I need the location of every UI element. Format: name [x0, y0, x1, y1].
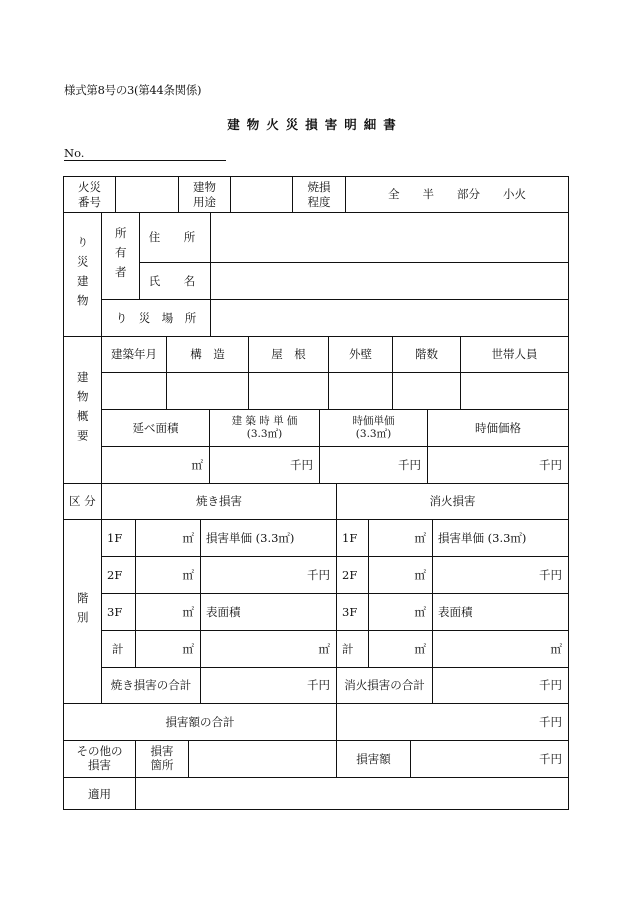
total-floor-area-label: 延べ面積 [132, 420, 179, 435]
burn-sum-label: 焼き損害の合計 [110, 678, 192, 693]
ext-unit-loss-label: 損害単価 (3.3㎡) [438, 530, 527, 545]
name-label: 氏 名 [148, 273, 202, 288]
building-overview-label: 建物概要 [75, 371, 90, 449]
current-unit-price-field[interactable]: 千円 [398, 457, 421, 472]
burn-degree-label: 焼損 程度 [307, 180, 331, 209]
owner-label: 所有者 [113, 226, 128, 286]
ext-sum-label: 消火損害の合計 [344, 678, 425, 693]
number-label: No. [64, 146, 85, 160]
structure-label: 構 造 [190, 347, 225, 362]
address-label: 住 所 [148, 230, 202, 245]
damage-total-label: 損害額の合計 [165, 714, 235, 729]
fire-number-field[interactable] [116, 177, 178, 212]
burn-surface-area-field[interactable]: ㎡ [318, 641, 330, 656]
extinguish-damage-header: 消火損害 [429, 494, 476, 509]
current-value-label: 時価価格 [475, 420, 521, 435]
burn-3f-area-field[interactable]: ㎡ [182, 604, 194, 619]
structure-field[interactable] [167, 373, 248, 409]
damage-amount-field[interactable]: 千円 [539, 751, 562, 766]
construction-year-field[interactable] [102, 373, 166, 409]
household-field[interactable] [461, 373, 568, 409]
total-floor-area-field[interactable]: ㎡ [191, 457, 203, 472]
burn-surface-area-label: 表面積 [206, 604, 241, 619]
ext-sum-field[interactable]: 千円 [539, 678, 562, 693]
current-value-field[interactable]: 千円 [539, 457, 562, 472]
building-use-field[interactable] [231, 177, 292, 212]
form-number: 様式第8号の3(第44条関係) [64, 83, 202, 97]
burn-damage-header: 焼き損害 [196, 494, 242, 509]
form-title: 建物火災損害明細書 [227, 117, 403, 132]
name-field[interactable] [211, 263, 568, 299]
ext-3f-area-field[interactable]: ㎡ [414, 604, 426, 619]
ext-2f-label: 2F [342, 567, 358, 582]
ext-1f-area-field[interactable]: ㎡ [414, 530, 426, 545]
ext-surface-area-label: 表面積 [438, 604, 473, 619]
per-floor-label: 階別 [75, 592, 90, 631]
burn-2f-label: 2F [107, 567, 123, 582]
fire-place-field[interactable] [211, 300, 568, 336]
ext-2f-area-field[interactable]: ㎡ [414, 567, 426, 582]
burn-total-label: 計 [112, 641, 124, 656]
burn-1f-label: 1F [107, 530, 123, 545]
exterior-wall-label: 外壁 [349, 347, 372, 362]
remarks-field[interactable] [136, 778, 568, 810]
exterior-wall-field[interactable] [329, 373, 392, 409]
division-label: 区 分 [69, 494, 96, 509]
ext-unit-loss-field[interactable]: 千円 [539, 567, 562, 582]
burn-1f-area-field[interactable]: ㎡ [182, 530, 194, 545]
roof-label: 屋 根 [271, 347, 306, 362]
fire-place-label: り 災 場 所 [115, 310, 197, 325]
other-damage-label: その他の 損害 [76, 744, 123, 772]
damage-amount-label: 損害額 [356, 751, 391, 766]
current-unit-price-label: 時価単価 (3.3㎡) [352, 414, 395, 440]
building-use-label: 建物 用途 [193, 180, 216, 209]
fire-number-label: 火災 番号 [78, 180, 101, 209]
damage-place-field[interactable] [189, 741, 336, 777]
ext-total-label: 計 [342, 641, 354, 656]
burn-3f-label: 3F [107, 604, 123, 619]
burn-2f-area-field[interactable]: ㎡ [182, 567, 194, 582]
floor-count-field[interactable] [393, 373, 460, 409]
burn-unit-loss-label: 損害単価 (3.3㎡) [206, 530, 295, 545]
construction-unit-price-field[interactable]: 千円 [290, 457, 313, 472]
burn-total-area-field[interactable]: ㎡ [182, 641, 194, 656]
construction-year-label: 建築年月 [111, 347, 157, 362]
ext-1f-label: 1F [342, 530, 358, 545]
roof-field[interactable] [249, 373, 328, 409]
burn-unit-loss-field[interactable]: 千円 [307, 567, 330, 582]
damage-total-field[interactable]: 千円 [539, 714, 562, 729]
remarks-label: 適用 [88, 786, 111, 801]
ext-3f-label: 3F [342, 604, 358, 619]
burn-degree-options[interactable]: 全 半 部分 小火 [388, 187, 526, 202]
burn-sum-field[interactable]: 千円 [307, 678, 330, 693]
damage-place-label: 損害 箇所 [150, 744, 174, 772]
floor-count-label: 階数 [415, 347, 438, 362]
victim-building-label: り災建物 [75, 235, 90, 314]
ext-surface-area-field[interactable]: ㎡ [550, 641, 562, 656]
address-field[interactable] [211, 213, 568, 262]
ext-total-area-field[interactable]: ㎡ [414, 641, 426, 656]
household-label: 世帯人員 [491, 347, 538, 362]
construction-unit-price-label: 建 築 時 単 価 (3.3㎡) [231, 414, 298, 440]
